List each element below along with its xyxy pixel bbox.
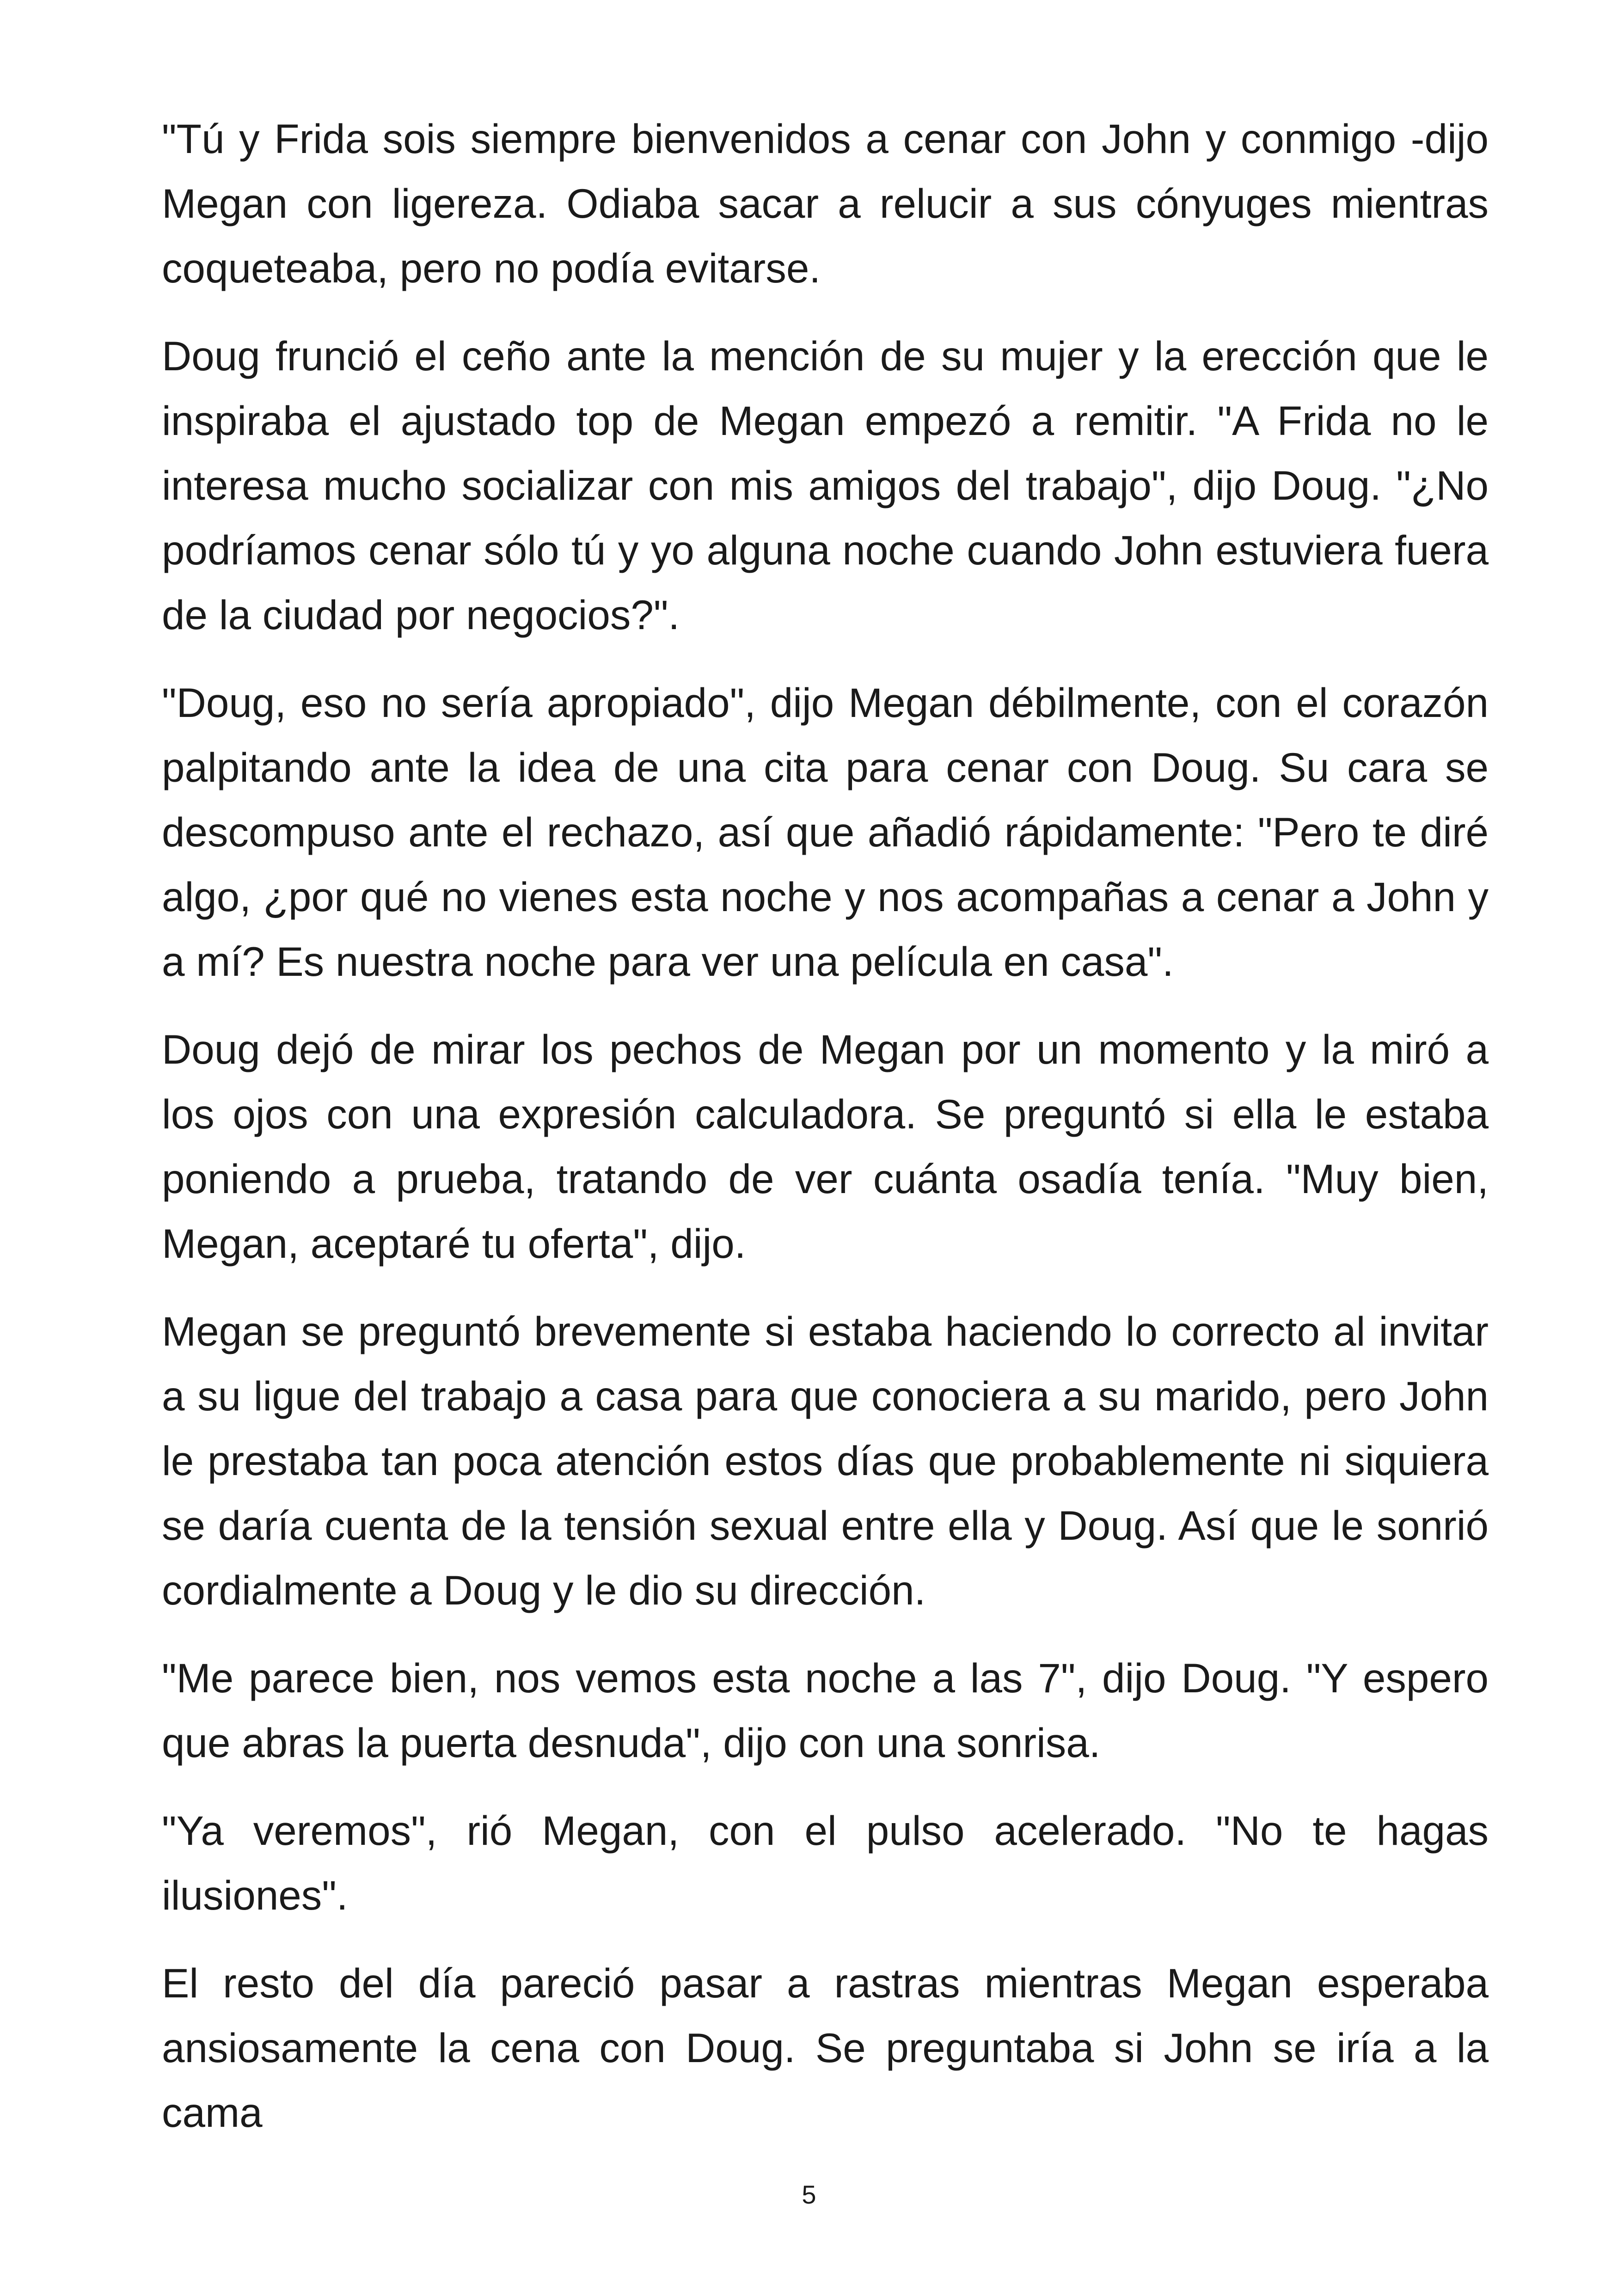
paragraph: "Tú y Frida sois siempre bienvenidos a cenar con John y conmigo -dijo Megan con ligereza. Odiaba sacar a relucir a sus cónyuges mientras coqueteaba, pero no podía evitarse. [162, 116, 1489, 291]
paragraph: Doug frunció el ceño ante la mención de su mujer y la erección que le inspiraba el ajustado top de Megan empezó a remitir. "A Frida no le interesa mucho socializar con mis amigos del trabajo", dijo Doug. "¿No podríamos cenar sólo tú y yo alguna noche cuando John estuviera fuera de la ciudad por negocios?". [162, 333, 1489, 638]
paragraph: "Doug, eso no sería apropiado", dijo Megan débilmente, con el corazón palpitando ante la idea de una cita para cenar con Doug. Su cara se descompuso ante el rechazo, así que añadió rápidamente: "Pero te diré algo, ¿por qué no vienes esta noche y nos acompañas a cenar a John y a mí? Es nuestra noche para ver una película en casa". [162, 680, 1489, 985]
paragraph: "Me parece bien, nos vemos esta noche a las 7", dijo Doug. "Y espero que abras la puerta desnuda", dijo con una sonrisa. [162, 1655, 1489, 1766]
body-text [162, 106, 1489, 2168]
paragraph: Megan se preguntó brevemente si estaba haciendo lo correcto al invitar a su ligue del trabajo a casa para que conociera a su marido, pero John le prestaba tan poca atención estos días que probablemente ni siquiera se daría cuenta de la tensión sexual entre ella y Doug. Así que le sonrió cordialmente a Doug y le dio su dirección. [162, 1308, 1489, 1613]
page-number: 5 [802, 2180, 816, 2209]
paragraph: Doug dejó de mirar los pechos de Megan por un momento y la miró a los ojos con una expresión calculadora. Se preguntó si ella le estaba poniendo a prueba, tratando de ver cuánta osadía tenía. "Muy bien, Megan, aceptaré tu oferta", dijo. [162, 1026, 1489, 1267]
paragraph: El resto del día pareció pasar a rastras mientras Megan esperaba ansiosamente la cena con Doug. Se preguntaba si John se iría a la cama [162, 1960, 1489, 2136]
paragraph: "Ya veremos", rió Megan, con el pulso acelerado. "No te hagas ilusiones". [162, 1807, 1489, 1918]
